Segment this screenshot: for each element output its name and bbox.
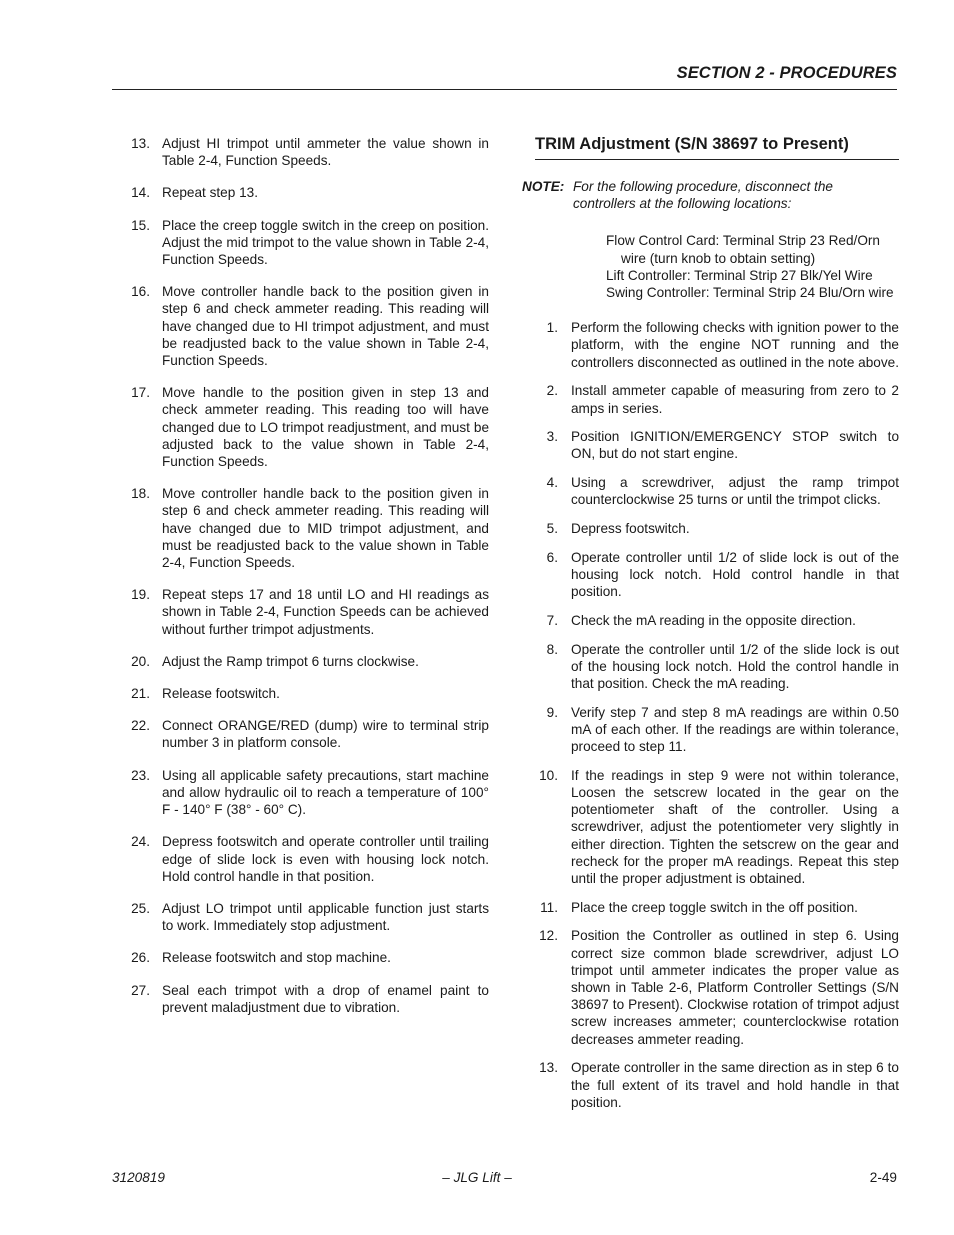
section-heading: TRIM Adjustment (S/N 38697 to Present) [535, 133, 899, 160]
note-label: NOTE: [522, 179, 565, 194]
step-number: 16. [131, 284, 150, 300]
procedure-step [522, 549, 899, 601]
procedure-step [522, 612, 899, 629]
step-text: Position IGNITION/EMERGENCY STOP switch to ON, but do not start engine. [571, 429, 899, 462]
procedure-step [522, 382, 899, 416]
procedure-step [120, 135, 489, 169]
step-text: Repeat step 13. [162, 185, 258, 201]
procedure-step [120, 717, 489, 751]
step-text: Move controller handle back to the position given in step 6 and check ammeter reading. This reading will have changed due to HI trimpot adjustment, and must be readjusted back to the value shown in Table 2-4, Function Speeds. [162, 284, 489, 369]
step-text: Repeat steps 17 and 18 until LO and HI readings as shown in Table 2-4, Function Speeds can be achieved without further trimpot adjustments. [162, 587, 489, 637]
note-text: For the following procedure, disconnect the controllers at the following locations: [573, 179, 833, 212]
disconnect-locations [606, 232, 899, 301]
step-number: 3. [546, 429, 558, 445]
step-number: 1. [546, 320, 558, 336]
step-number: 9. [546, 704, 558, 720]
step-text: Release footswitch. [162, 686, 280, 702]
procedure-step [522, 927, 899, 1047]
procedure-step [120, 217, 489, 269]
step-text: Operate the controller until 1/2 of the slide lock is out of the housing lock notch. Hold the control handle in that position. Check the mA reading. [571, 641, 899, 691]
step-text: Position the Controller as outlined in step 6. Using correct size common blade screwdriver, adjust LO trimpot until ammeter indicates the proper value as shown in Table 2-6, Platform Controller Settings (S/N 38697 to Present). Clockwise rotation of trimpot adjust screw increases ammeter; counterclockwise rotation decreases ammeter reading. [571, 928, 899, 1047]
section-title: SECTION 2 - PROCEDURES [676, 64, 897, 82]
step-number: 7. [546, 612, 558, 628]
step-text: Adjust LO trimpot until applicable function just starts to work. Immediately stop adjustment. [162, 900, 489, 934]
left-step-list [120, 135, 489, 1016]
step-text: Release footswitch and stop machine. [162, 950, 391, 966]
procedure-step [522, 319, 899, 371]
procedure-step [522, 1059, 899, 1111]
disconnect-location: Swing Controller: Terminal Strip 24 Blu/Orn wire [606, 285, 894, 301]
procedure-step [120, 900, 489, 934]
step-number: 12. [539, 928, 558, 944]
step-text: If the readings in step 9 were not within tolerance, Loosen the setscrew located in the gear on the potentiometer shaft of the controller. Using a screwdriver, adjust the potentiometer very slightly in either direction. Tighten the setscrew on the gear and recheck for the proper mA readings. Repeat this step until the proper adjustment is obtained. [571, 767, 899, 886]
step-text: Connect ORANGE/RED (dump) wire to terminal strip number 3 in platform console. [162, 718, 489, 751]
step-text: Seal each trimpot with a drop of enamel paint to prevent maladjustment due to vibration. [162, 982, 489, 1015]
step-number: 4. [546, 475, 558, 491]
procedure-step [120, 685, 489, 702]
page-number: 2-49 [869, 1170, 897, 1185]
procedure-step [120, 283, 489, 369]
procedure-step [522, 474, 899, 508]
procedure-step [522, 767, 899, 887]
procedure-step [120, 833, 489, 885]
right-step-list [522, 319, 899, 1111]
step-text: Perform the following checks with ignition power to the platform, with the engine NOT running and the controllers disconnected as outlined in the note above. [571, 320, 899, 370]
disconnect-location: Lift Controller: Terminal Strip 27 Blk/Yel Wire [606, 267, 873, 283]
step-number: 21. [131, 686, 150, 702]
step-number: 2. [546, 383, 558, 399]
step-number: 8. [546, 641, 558, 657]
procedure-step [522, 428, 899, 462]
right-column [522, 133, 899, 1122]
procedure-step [120, 485, 489, 571]
step-text: Move controller handle back to the position given in step 6 and check ammeter reading. This reading will have changed due to MID trimpot adjustment, and must be readjusted back to the value shown in Table 2-4, Function Speeds. [162, 486, 489, 571]
step-number: 13. [131, 136, 150, 151]
step-number: 13. [539, 1060, 558, 1076]
step-text: Verify step 7 and step 8 mA readings are within 0.50 mA of each other. If the readings are within tolerance, proceed to step 11. [571, 704, 899, 755]
step-number: 18. [131, 486, 150, 502]
step-number: 23. [131, 767, 150, 783]
procedure-step [120, 653, 489, 670]
note [522, 178, 899, 212]
step-text: Operate controller in the same direction as in step 6 to the full extent of its travel and hold handle in that position. [571, 1060, 899, 1110]
step-text: Adjust HI trimpot until ammeter the value shown in Table 2-4, Function Speeds. [162, 136, 489, 169]
step-number: 27. [131, 982, 150, 998]
procedure-step [120, 586, 489, 638]
procedure-step [522, 704, 899, 756]
step-number: 17. [131, 385, 150, 401]
step-number: 5. [546, 521, 558, 537]
procedure-step [522, 641, 899, 693]
procedure-step [120, 184, 489, 201]
step-number: 25. [131, 900, 150, 916]
step-text: Operate controller until 1/2 of slide lock is out of the housing lock notch. Hold control handle in that position. [571, 549, 899, 600]
step-text: Check the mA reading in the opposite direction. [571, 612, 856, 628]
procedure-step [120, 384, 489, 470]
publisher: – JLG Lift – [442, 1170, 512, 1185]
step-text: Move handle to the position given in step 13 and check ammeter reading. This reading too will have changed due to LO trimpot readjustment, and must be adjusted back to the value shown in Table 2-4, Function Speeds. [162, 385, 489, 470]
procedure-step [522, 899, 899, 916]
procedure-step [120, 767, 489, 819]
procedure-step [120, 949, 489, 966]
left-column [120, 135, 489, 1031]
step-text: Depress footswitch. [571, 521, 690, 537]
step-text: Depress footswitch and operate controller until trailing edge of slide lock is even with housing lock notch. Hold control handle in that position. [162, 834, 489, 884]
step-number: 11. [540, 899, 558, 915]
step-text: Adjust the Ramp trimpot 6 turns clockwise. [162, 653, 419, 669]
step-text: Install ammeter capable of measuring from zero to 2 amps in series. [571, 383, 899, 416]
step-text: Place the creep toggle switch in the off position. [571, 899, 858, 915]
disconnect-location: Flow Control Card: Terminal Strip 23 Red/Orn wire (turn knob to obtain setting) [606, 233, 880, 266]
step-text: Place the creep toggle switch in the creep on position. Adjust the mid trimpot to the value shown in Table 2-4, Function Speeds. [162, 217, 489, 268]
step-text: Using all applicable safety precautions, start machine and allow hydraulic oil to reach a temperature of 100° F - 140° F (38° - 60° C). [162, 767, 489, 818]
step-number: 24. [131, 834, 150, 850]
step-text: Using a screwdriver, adjust the ramp trimpot counterclockwise 25 turns or until the trimpot clicks. [571, 475, 899, 508]
procedure-step [522, 520, 899, 537]
step-number: 19. [131, 587, 150, 603]
step-number: 6. [546, 549, 558, 565]
step-number: 26. [131, 950, 150, 966]
step-number: 20. [131, 653, 150, 669]
procedure-step [120, 982, 489, 1016]
step-number: 10. [539, 767, 558, 783]
header-rule [112, 89, 897, 90]
step-number: 15. [131, 217, 150, 233]
step-number: 22. [131, 718, 150, 734]
doc-number: 3120819 [112, 1170, 165, 1185]
step-number: 14. [131, 185, 150, 201]
